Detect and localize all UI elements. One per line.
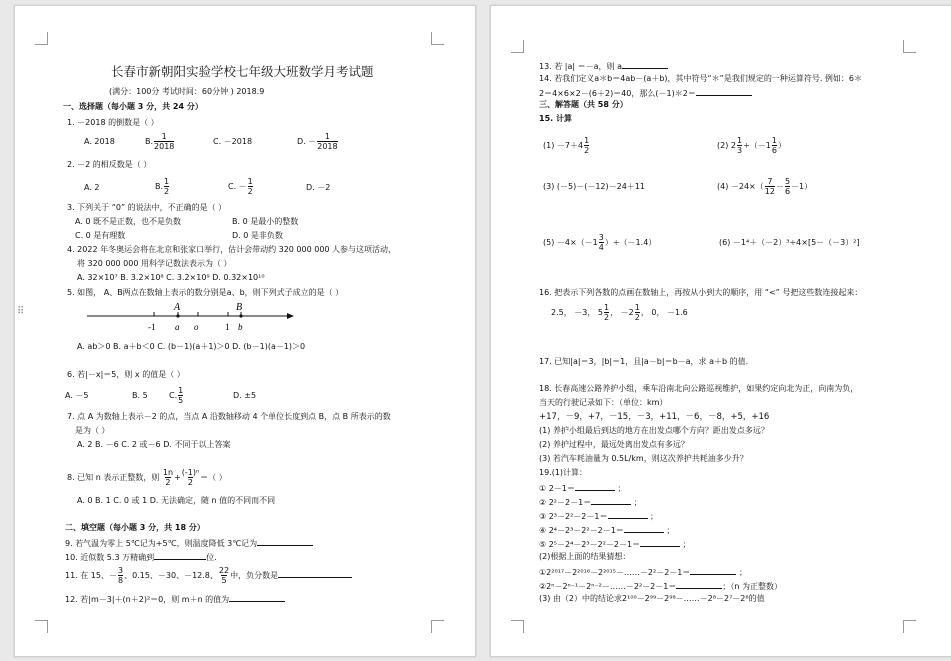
- question-5: 5. 如图， A、B两点在数轴上表示的数分别是a、b，则下列式子成立的是（ ）: [67, 288, 344, 297]
- q6-option-b: B. 5: [132, 391, 148, 400]
- answer-blank[interactable]: [622, 60, 668, 69]
- exam-title: 长春市新朝阳实验学校七年级大班数学月考试题: [111, 64, 374, 79]
- q19-row-3: ③ 2³－2²－2－1＝ ；: [539, 512, 659, 521]
- answer-blank[interactable]: [278, 569, 352, 578]
- label-o: o: [194, 322, 199, 332]
- q19-row-2: ② 2²－2－1＝ ；: [539, 498, 642, 507]
- question-9: 9. 若气温为零上 5℃记为+5℃，则温度降低 3℃记为: [65, 537, 313, 549]
- q18-part-3: (3) 若汽车耗油量为 0.5L/km，则这次养护共耗油多少升？: [539, 454, 748, 463]
- q1-option-c: C. －2018: [213, 137, 253, 146]
- answer-blank[interactable]: [676, 580, 722, 589]
- q6-option-c: C. $\frac{1}{5}$: [169, 386, 184, 405]
- calc-6: (6) －1⁴＋（－2）³÷4×[5－（－3）²]: [719, 238, 860, 247]
- document-page-1: [14, 5, 476, 657]
- section-heading: 一、选择题（每小题 3 分，共 24 分）: [63, 102, 203, 111]
- question-14: 14. 若我们定义a＊b＝4ab－(a＋b)，其中符号“＊”是我们规定的一种运算符号. 例如：6＊: [539, 74, 863, 83]
- crop-mark: [511, 620, 524, 633]
- q6-option-d: D. ±5: [233, 391, 257, 400]
- q1-option-d: D. － $\frac{1}{2018}$: [297, 132, 338, 151]
- number-line-arrow: [287, 313, 294, 319]
- answer-blank[interactable]: [690, 566, 736, 575]
- crop-mark: [431, 32, 444, 45]
- question-3: 3. 下列关于 “0” 的说法中，不正确的是（ ）: [67, 203, 227, 212]
- q16-numbers: 2.5， －3， 5 $\frac{1}{2}$ ， －2 $\frac{1}{2}$ ， 0， －1.6: [551, 303, 688, 322]
- answer-blank[interactable]: [591, 496, 631, 505]
- exam-info: (满分：100分 考试时间：60分钟 ) 2018.9: [109, 87, 265, 96]
- question-18-cont: 当天的行驶记录如下：（单位：km）: [539, 398, 668, 407]
- crop-mark: [431, 620, 444, 633]
- question-18: 18. 长春高速公路养护小组，乘车沿南北向公路巡视维护，如果约定向北为正，向南为负，: [539, 384, 859, 393]
- label-b: b: [238, 322, 243, 332]
- drag-handle-icon[interactable]: ⠿: [17, 306, 25, 317]
- q18-records: +17，－9，+7，－15，－3，+11，－6，－8，+5，+16: [539, 412, 770, 422]
- question-4-cont: 将 320 000 000 用科学记数法表示为（ ）: [77, 259, 232, 268]
- q4-options: A. 32×10⁷ B. 3.2×10⁸ C. 3.2×10⁹ D. 0.32×10¹⁰: [77, 273, 265, 282]
- answer-blank[interactable]: [608, 510, 648, 519]
- q19-row-4: ④ 2⁴－2³－2²－2－1＝ ；: [539, 526, 675, 535]
- question-12: 12. 若|m－3|＋(n＋2)²＝0，则 m＋n 的值为: [65, 593, 285, 605]
- crop-mark: [35, 32, 48, 45]
- q19-guess-1: ①2²⁰¹⁷－2²⁰¹⁶－2²⁰¹⁵－……－2²－2－1＝ ；: [539, 568, 747, 577]
- answer-blank[interactable]: [154, 551, 206, 560]
- crop-mark: [511, 40, 524, 53]
- calc-5: (5) －4×（－1 $\frac{3}{4}$ ）÷（－1.4）: [543, 233, 657, 252]
- question-16: 16. 把表示下列各数的点画在数轴上，再按从小到大的顺序，用 “<” 号把这些数连接起来：: [539, 288, 863, 297]
- question-7: 7. 点 A 为数轴上表示－2 的点，当点 A 沿数轴移动 4 个单位长度到点 B，点 B 所表示的数: [67, 412, 391, 421]
- q7-options: A. 2 B. －6 C. 2 或－6 D. 不同于以上答案: [77, 440, 231, 449]
- question-6: 6. 若|－x|＝5，则 x 的值是（ ）: [67, 370, 185, 379]
- q2-option-d: D. －2: [306, 183, 331, 192]
- answer-blank[interactable]: [696, 87, 752, 96]
- q18-part-1: (1) 养护小组最后到达的地方在出发点哪个方向？距出发点多远？: [539, 426, 769, 435]
- q19-row-1: ① 2－1＝ ；: [539, 484, 626, 493]
- q2-option-c: C. － $\frac{1}{2}$: [228, 177, 253, 196]
- q19-part-2: (2)根据上面的结果猜想：: [539, 552, 631, 561]
- q3-option-c: C. 0 是有理数: [75, 231, 126, 240]
- label-minus-1: -1: [148, 322, 156, 332]
- question-4: 4. 2022 年冬奥运会将在北京和张家口举行，估计会带动约 320 000 000 人参与这项活动，: [67, 245, 397, 254]
- point-a: [176, 314, 179, 317]
- question-2: 2. －2 的相反数是（ ）: [67, 160, 152, 169]
- answer-blank[interactable]: [229, 593, 285, 602]
- document-page-2: [490, 5, 951, 657]
- label-B: B: [236, 302, 243, 313]
- question-19: 19.(1)计算：: [539, 468, 588, 477]
- point-b: [239, 314, 242, 317]
- q19-row-5: ⑤ 2⁵－2⁴－2³－2²－2－1＝ ；: [539, 540, 691, 549]
- question-13: 13. 若 |a| ＝－a，则 a: [539, 60, 668, 72]
- answer-blank[interactable]: [624, 524, 664, 533]
- q2-option-a: A. 2: [84, 183, 100, 192]
- crop-mark: [903, 40, 916, 53]
- q3-option-a: A. 0 既不是正数，也不是负数: [75, 217, 182, 226]
- answer-blank[interactable]: [640, 538, 680, 547]
- label-1: 1: [225, 322, 230, 332]
- q2-option-b: B. $\frac{1}{2}$: [155, 177, 170, 196]
- answer-blank[interactable]: [575, 482, 615, 491]
- q18-part-2: (2) 养护过程中，最远处离出发点有多远？: [539, 440, 689, 449]
- q3-option-b: B. 0 是最小的整数: [232, 217, 299, 226]
- q1-option-b: B. $\frac{1}{2018}$: [145, 132, 175, 151]
- q8-options: A. 0 B. 1 C. 0 或 1 D. 无法确定，随 n 值的不同而不同: [77, 496, 276, 505]
- calc-2: (2) 2 $\frac{1}{3}$ ÷（－1 $\frac{1}{6}$ ）: [717, 136, 786, 155]
- crop-mark: [903, 620, 916, 633]
- crop-mark: [35, 620, 48, 633]
- question-17: 17. 已知|a|＝3，|b|＝1，且|a－b|＝b－a，求 a＋b 的值.: [539, 357, 749, 366]
- q1-option-a: A. 2018: [84, 137, 115, 146]
- q19-guess-2: ②2ⁿ－2ⁿ⁻¹－2ⁿ⁻²－……－2²－2－1＝ ；（n 为正整数）: [539, 582, 782, 591]
- calc-1: (1) －7＋4 $\frac{1}{2}$: [543, 136, 590, 155]
- calc-3: (3) (－5)－(－12)－24＋11: [543, 182, 645, 191]
- q19-part-3: (3) 由（2）中的结论求2¹⁰⁰－2⁹⁹－2⁹⁸－……－2⁸－2⁷－2⁶的值: [539, 594, 765, 603]
- calc-4: (4) －24×（ $\frac{7}{12}$ － $\frac{5}{6}$ －1）: [717, 177, 813, 196]
- question-14-cont: 2＝4×6×2－(6＋2)＝40，那么(－1)＊2＝: [539, 87, 752, 99]
- question-7-cont: 是为（ ）: [75, 426, 110, 435]
- number-line-figure: [75, 300, 315, 336]
- question-11: 11. 在 15、－ $\frac{3}{8}$ 、0.15、－30、－12.8、 $\frac{22}{5}$ 中，负分数是: [65, 566, 352, 585]
- question-10: 10. 近似数 5.3 万精确到 位.: [65, 553, 217, 562]
- answer-blank[interactable]: [257, 537, 313, 546]
- label-a: a: [175, 322, 180, 332]
- q3-option-d: D. 0 是非负数: [232, 231, 283, 240]
- question-15: 15. 计算: [539, 114, 572, 123]
- q5-options: A. ab＞0 B. a＋b＜0 C. (b－1)(a＋1)＞0 D. (b－1)(a－1)＞0: [77, 342, 306, 351]
- section-heading: 三、解答题（共 58 分）: [539, 100, 628, 109]
- question-8: 8. 已知 n 表示正整数，则 $\frac{1n}{2}$ + $\frac{\text{(-1)ⁿ}}{2}$ ＝（ ）: [67, 468, 227, 487]
- question-1: 1. －2018 的倒数是（ ）: [67, 118, 159, 127]
- section-heading: 二、填空题（每小题 3 分，共 18 分）: [65, 523, 205, 532]
- q6-option-a: A. －5: [65, 391, 89, 400]
- label-A: A: [174, 302, 181, 313]
